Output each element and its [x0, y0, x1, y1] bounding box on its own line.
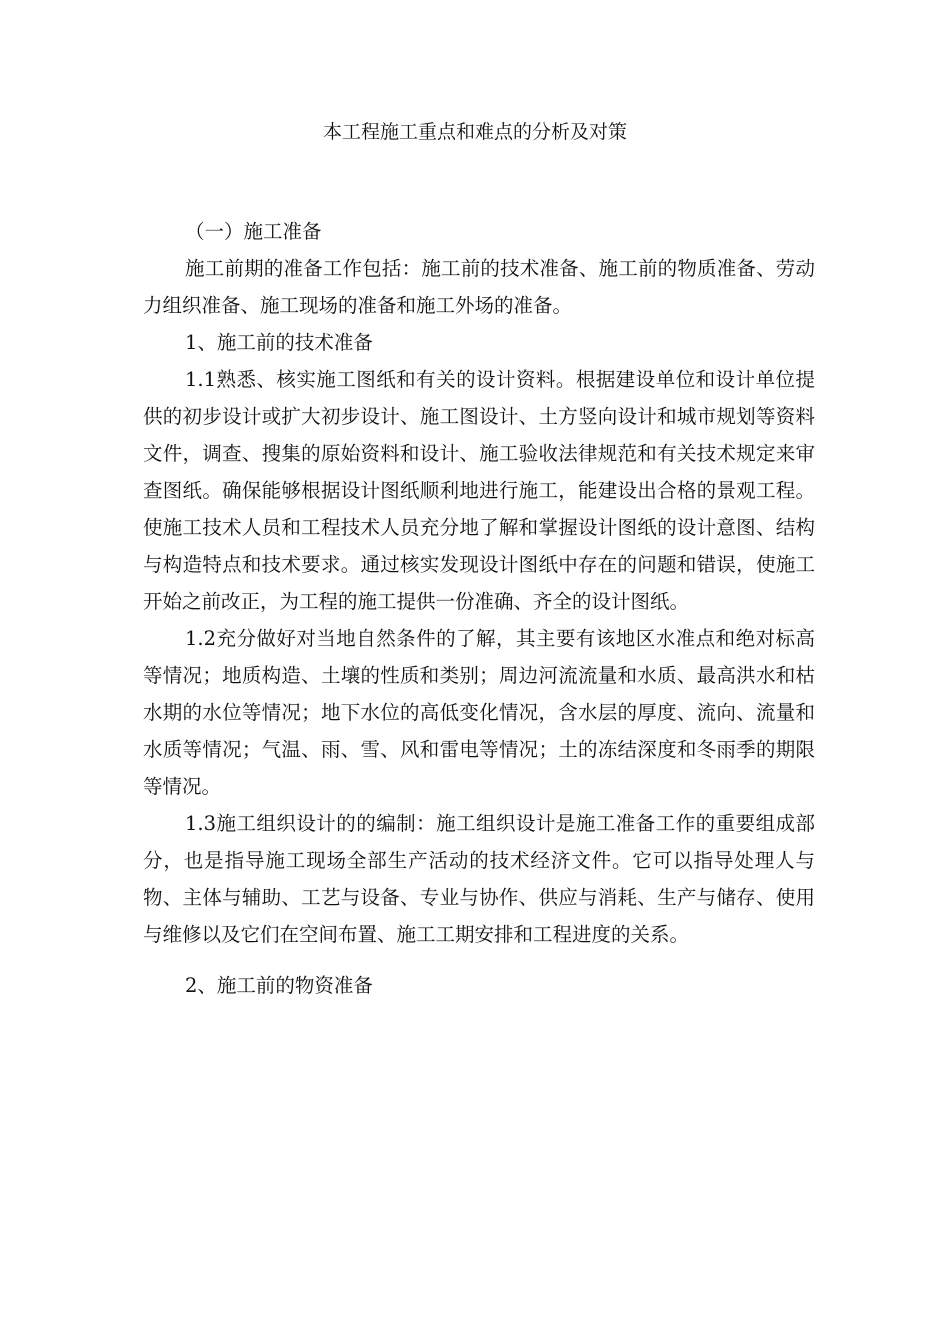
paragraph-preparation-overview: 施工前期的准备工作包括：施工前的技术准备、施工前的物质准备、劳动力组织准备、施工现场的准备和施工外场的准备。: [143, 257, 815, 317]
paragraph-1-2-natural-conditions: 1.2充分做好对当地自然条件的了解，其主要有该地区水准点和绝对标高等情况；地质构造、土壤的性质和类别；周边河流流量和水质、最高洪水和枯水期的水位等情况；地下水位的高低变化情况，含水层的厚度、流向、流量和水质等情况；气温、雨、雪、风和雷电等情况；土的冻结深度和冬雨季的期限等情况。: [143, 627, 815, 798]
subheading-material-preparation: 2、施工前的物资准备: [185, 974, 373, 997]
paragraph-1-3-construction-organization: 1.3施工组织设计的的编制：施工组织设计是施工准备工作的重要组成部分，也是指导施工现场全部生产活动的技术经济文件。它可以指导处理人与物、主体与辅助、工艺与设备、专业与协作、供应与消耗、生产与储存、使用与维修以及它们在空间布置、施工工期安排和工程进度的关系。: [143, 812, 815, 946]
section-heading-construction-preparation: （一）施工准备: [185, 220, 322, 243]
paragraph-1-1-drawings-review: 1.1熟悉、核实施工图纸和有关的设计资料。根据建设单位和设计单位提供的初步设计或扩大初步设计、施工图设计、土方竖向设计和城市规划等资料文件，调查、搜集的原始资料和设计、施工验收法律规范和有关技术规定来审查图纸。确保能够根据设计图纸顺利地进行施工，能建设出合格的景观工程。使施工技术人员和工程技术人员充分地了解和掌握设计图纸的设计意图、结构与构造特点和技术要求。通过核实发现设计图纸中存在的问题和错误，使施工开始之前改正，为工程的施工提供一份准确、齐全的设计图纸。: [143, 368, 815, 613]
document-body: [143, 213, 815, 1004]
document-title: 本工程施工重点和难点的分析及对策: [322, 121, 627, 143]
subheading-technical-preparation: 1、施工前的技术准备: [185, 331, 373, 354]
